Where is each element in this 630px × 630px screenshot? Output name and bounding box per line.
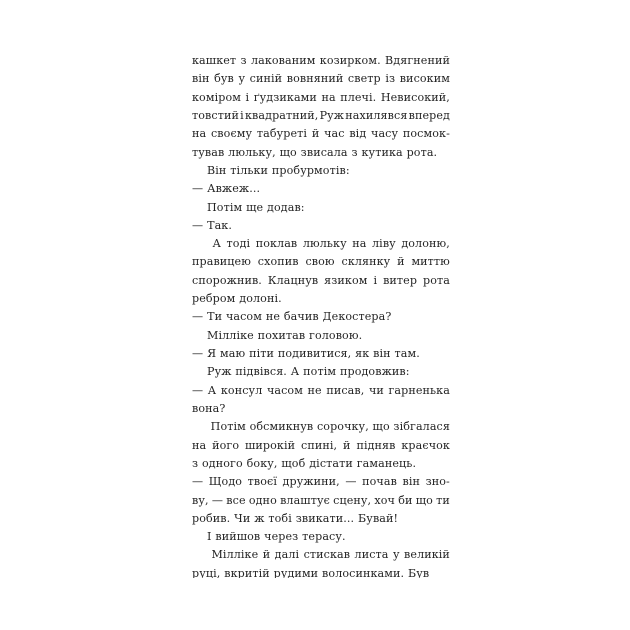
text-line: на його широкій спині, й підняв краєчок <box>192 438 450 452</box>
text-line: Руж підвівся. А потім продовжив: <box>207 365 410 379</box>
paragraph <box>192 199 450 217</box>
paragraph <box>192 363 450 381</box>
text-line: він був у синій вовняний светр із високим <box>192 72 450 86</box>
text-line: робив. Чи ж тобі звикати... Бувай! <box>192 511 399 525</box>
text-line: — Щодо твоєї дружини, — почав він зно- <box>192 475 450 489</box>
text-line: Потім обсмикнув сорочку, що зібгалася <box>192 418 450 436</box>
text-line: на своєму табуреті й час від часу посмок- <box>192 127 450 141</box>
paragraph-indent <box>192 418 207 436</box>
text-line: правицею схопив свою склянку й миттю <box>192 255 450 269</box>
text-line: спорожнив. Клацнув язиком і витер рота <box>192 273 450 287</box>
text-line: — А консул часом не писав, чи гарненька <box>192 383 450 397</box>
paragraph <box>192 418 450 473</box>
text-line: І вийшов через терасу. <box>207 530 346 544</box>
paragraph <box>192 235 450 308</box>
text-line: — Так. <box>192 218 232 232</box>
body-text-column <box>192 52 450 578</box>
text-line: Він тільки пробурмотів: <box>207 163 350 177</box>
text-line: вона? <box>192 401 226 415</box>
paragraph <box>192 327 450 345</box>
text-line: Мілліке похитав головою. <box>207 328 363 342</box>
paragraph <box>192 473 450 528</box>
paragraph <box>192 546 450 578</box>
paragraph-indent <box>192 546 207 564</box>
paragraph-indent <box>192 235 207 253</box>
paragraph <box>192 382 450 419</box>
text-line: товстий і квадратний, Руж нахилявся вперед <box>192 108 450 122</box>
paragraph <box>192 180 450 198</box>
paragraph <box>192 308 450 326</box>
text-line: А тоді поклав люльку на ліву долоню, <box>192 235 450 253</box>
text-line: коміром і ґудзиками на плечі. Невисокий, <box>192 90 450 104</box>
text-line: — Ти часом не бачив Декостера? <box>192 310 392 324</box>
paragraph <box>192 528 450 546</box>
text-line: — Авжеж... <box>192 182 261 196</box>
paragraph <box>192 162 450 180</box>
paragraph <box>192 345 450 363</box>
text-line: Мілліке й далі стискав листа у великій <box>192 546 450 564</box>
text-line: кашкет з лакованим козирком. Вдягнений <box>192 54 450 67</box>
text-line: руці, вкритій рудими волосинками. Був <box>192 566 430 578</box>
text-line: ву, — все одно влаштує сцену, хоч би що ти <box>192 493 450 507</box>
text-line: тував люльку, що звисала з кутика рота. <box>192 145 438 159</box>
text-line: з одного боку, щоб дістати гаманець. <box>192 456 417 470</box>
text-line: — Я маю піти подивитися, як він там. <box>192 347 420 360</box>
text-line: ребром долоні. <box>192 292 282 306</box>
paragraph <box>192 52 450 162</box>
text-line: Потім ще додав: <box>207 200 305 214</box>
paragraph <box>192 217 450 235</box>
